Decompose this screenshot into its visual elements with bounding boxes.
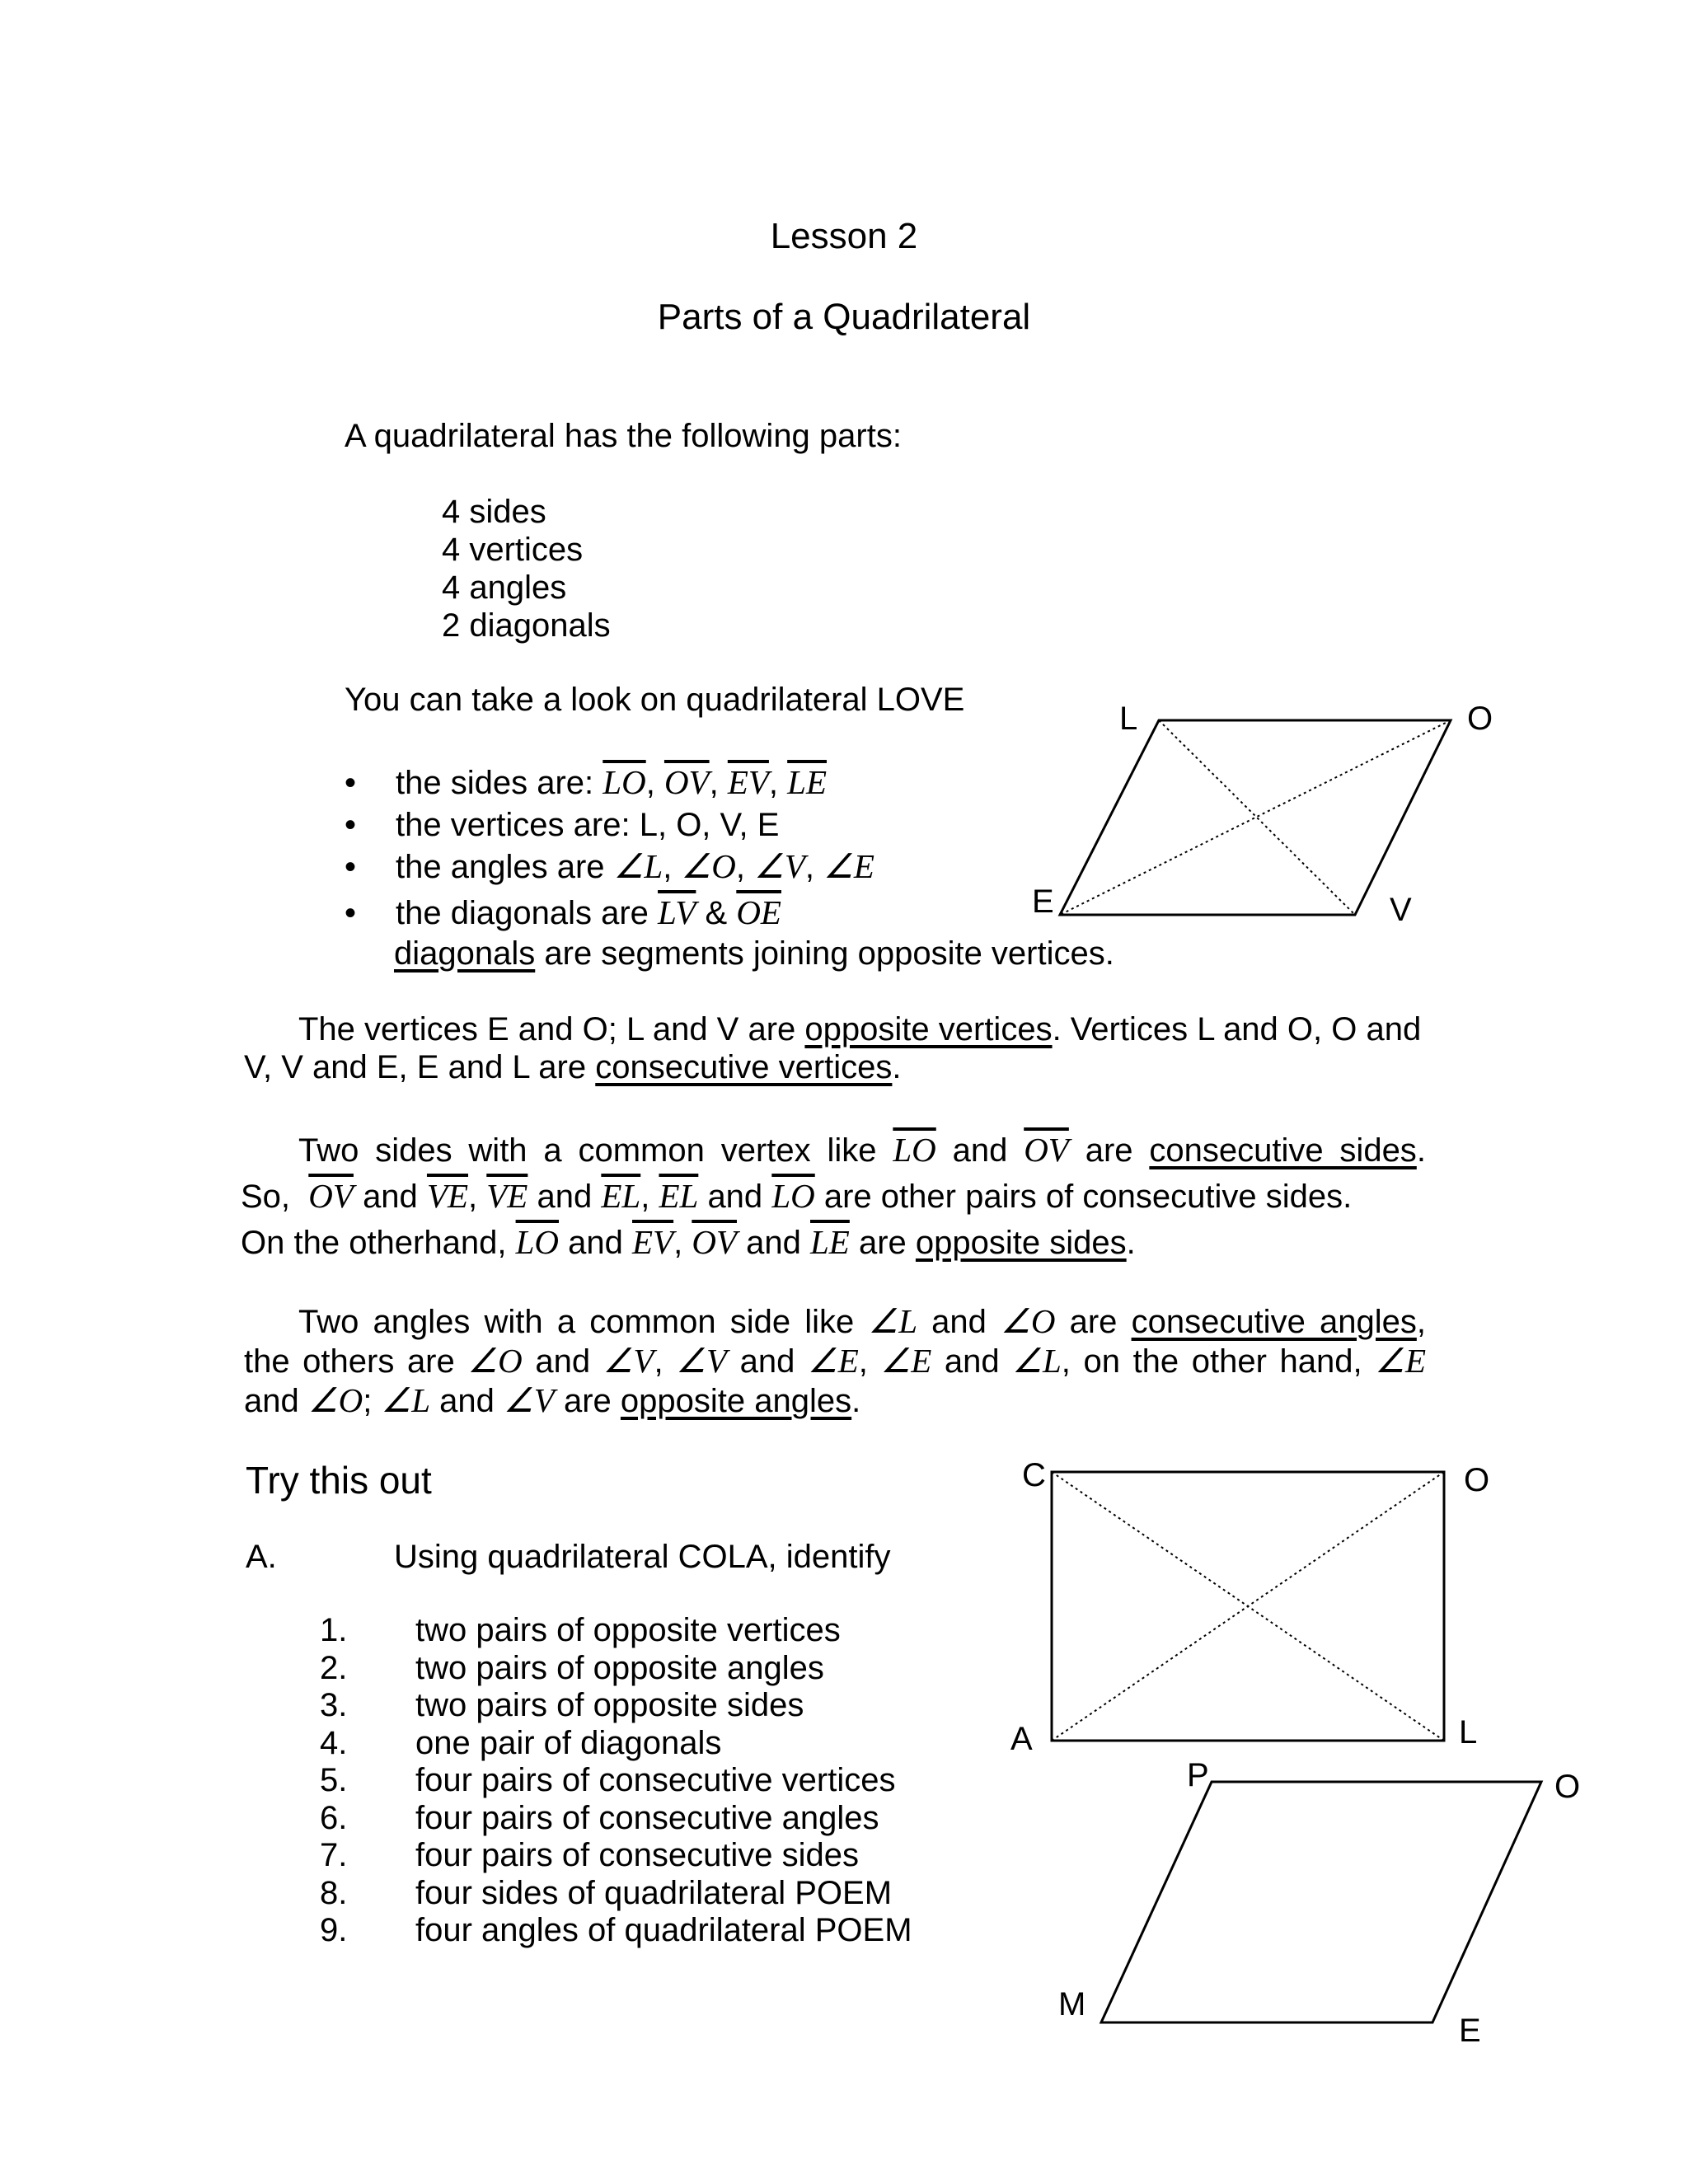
vertex-label-o: O [1467, 701, 1493, 737]
angles-label: the angles are [396, 849, 605, 885]
love-intro: You can take a look on quadrilateral LOVE [345, 682, 965, 718]
text: and [746, 1225, 801, 1261]
text: and [931, 1304, 987, 1340]
item-number: 5. [320, 1762, 348, 1798]
text: are [563, 1383, 612, 1419]
consecutive-sides-term: consecutive sides [1149, 1132, 1417, 1169]
vertex-label-e: E [1459, 2013, 1481, 2049]
sides-para-line2: So, $\overline{OV}$ and $\overline{VE}$, $\overline{VE}$ and $\overline{EL}$, $\overline{EL}$ and $\overline{LO}$ are other pairs of consecutive sides. [241, 1177, 1353, 1215]
vertex-label-c: C [1022, 1457, 1046, 1493]
segment-label: $\overline{EV}$ [727, 763, 769, 801]
angle-label: ∠L [1012, 1342, 1062, 1380]
segment-label: $\overline{LO}$ [515, 1223, 560, 1261]
vertex-label-a: A [1010, 1721, 1033, 1757]
segment-label: $\overline{EV}$ [632, 1223, 674, 1261]
diagonals-definition-text: are segments joining opposite vertices. [544, 935, 1114, 972]
text: On the otherhand, [241, 1225, 507, 1261]
angle-label: ∠V [504, 1381, 555, 1419]
segment-label: $\overline{EL}$ [659, 1177, 699, 1215]
item-text: four pairs of consecutive sides [415, 1837, 860, 1873]
angle-label: ∠V [754, 847, 805, 885]
vertices-value: L, O, V, E [639, 807, 780, 843]
text: and [244, 1383, 299, 1419]
text: are [1069, 1304, 1118, 1340]
segment-label: $\overline{EL}$ [601, 1177, 641, 1215]
diagonals-term: diagonals [394, 935, 536, 972]
item-text: two pairs of opposite vertices [415, 1612, 841, 1648]
text: and [952, 1132, 1008, 1169]
angle-label: ∠L [868, 1302, 918, 1340]
text: . Vertices L and O, O and [1052, 1011, 1422, 1047]
vertex-label-o: O [1554, 1769, 1581, 1805]
angle-label: ∠E [807, 1342, 859, 1380]
angle-label: ∠V [676, 1342, 728, 1380]
vertex-label-m: M [1058, 1986, 1086, 2022]
love-quadrilateral [1060, 720, 1451, 915]
opposite-vertices-term: opposite vertices [804, 1011, 1053, 1047]
bullet-dot: • [345, 807, 357, 843]
segment-label: $\overline{OV}$ [1024, 1131, 1069, 1169]
segment-label: $\overline{VE}$ [486, 1177, 528, 1215]
text: Two angles with a common side like [298, 1304, 855, 1340]
text: and [739, 1343, 795, 1380]
text: and [537, 1179, 593, 1215]
item-number: 9. [320, 1912, 348, 1948]
text: and [568, 1225, 623, 1261]
text: the others are [244, 1343, 455, 1380]
angles-para-line2: the others are ∠O and ∠V, ∠V and ∠E, ∠E and ∠L, on the other hand, ∠E [244, 1342, 1427, 1380]
list-item: 4 angles [442, 569, 567, 606]
bullet-angles: • the angles are ∠L, ∠O, ∠V, ∠E [345, 847, 874, 885]
vertex-label-p: P [1187, 1757, 1209, 1793]
segment-label: $\overline{VE}$ [426, 1177, 469, 1215]
poem-sides [1101, 1782, 1541, 2022]
segment-label: $\overline{OE}$ [736, 893, 781, 931]
sides-para-line3: On the otherhand, $\overline{LO}$ and $\overline{EV}$, $\overline{OV}$ and $\overline{LE}$ are opposite sides. [241, 1223, 1136, 1261]
bullet-dot: • [345, 849, 357, 885]
segment-label: $\overline{LE}$ [810, 1223, 850, 1261]
opposite-angles-term: opposite angles [620, 1383, 852, 1419]
list-item: 4 sides [442, 494, 546, 530]
text: are [858, 1225, 907, 1261]
angles-para-line1: Two angles with a common side like ∠L and ∠O are consecutive angles, [298, 1302, 1426, 1340]
text: are other pairs of consecutive sides. [823, 1179, 1353, 1215]
bullet-dot: • [345, 765, 357, 801]
text: The vertices E and O; L and V are [298, 1011, 796, 1047]
vertex-label-v: V [1390, 892, 1412, 928]
text: , on the other hand, [1061, 1343, 1362, 1380]
angle-label: ∠E [1375, 1342, 1427, 1380]
text: V, V and E, E and L are [244, 1049, 587, 1085]
segment-label: $\overline{OV}$ [663, 763, 710, 801]
sides-label: the sides are: [396, 765, 594, 801]
ampersand: & [705, 895, 728, 931]
angle-label: ∠E [880, 1342, 932, 1380]
item-text: four pairs of consecutive vertices [415, 1762, 896, 1798]
vertex-label-e: E [1032, 883, 1054, 920]
text: and [535, 1343, 591, 1380]
item-text: two pairs of opposite sides [415, 1687, 804, 1723]
segment-label: $\overline{OV}$ [308, 1177, 354, 1215]
angle-label: ∠V [603, 1342, 654, 1380]
page-title: Parts of a Quadrilateral [657, 297, 1031, 337]
angle-label: ∠O [307, 1381, 363, 1419]
angle-label: ∠E [823, 847, 874, 885]
angles-para-line3: and ∠O; ∠L and ∠V are opposite angles. [244, 1381, 861, 1419]
item-number: 7. [320, 1837, 348, 1873]
text: and [439, 1383, 495, 1419]
list-item: 2 diagonals [442, 607, 611, 644]
love-diagonal-lv [1159, 720, 1355, 915]
text: and [707, 1179, 763, 1215]
text: are [1085, 1132, 1133, 1169]
list-item: 4 vertices [442, 532, 584, 568]
segment-label: $\overline{LO}$ [893, 1131, 936, 1169]
item-text: one pair of diagonals [415, 1724, 722, 1761]
text: . [892, 1049, 902, 1085]
text: Two sides with a common vertex like [298, 1132, 877, 1169]
text: and [363, 1179, 418, 1215]
segment-label: $\overline{LO}$ [771, 1177, 815, 1215]
text: So, [241, 1179, 291, 1215]
angle-label: ∠O [1001, 1302, 1056, 1340]
angle-label: ∠L [613, 847, 663, 885]
angle-label: ∠O [681, 847, 736, 885]
exercise-letter: A. [246, 1539, 277, 1575]
item-text: four angles of quadrilateral POEM [415, 1912, 912, 1948]
intro-text: A quadrilateral has the following parts: [345, 418, 902, 454]
item-number: 6. [320, 1799, 348, 1836]
segment-label: $\overline{LV}$ [658, 893, 696, 931]
sides-para-line1: Two sides with a common vertex like $\overline{LO}$ and $\overline{OV}$ are consecutive sides. [298, 1131, 1426, 1169]
cola-quadrilateral [1052, 1472, 1444, 1741]
vertices-label: the vertices are: [396, 807, 631, 843]
bullet-dot: • [345, 895, 357, 931]
diagonals-label: the diagonals are [396, 895, 649, 931]
item-number: 4. [320, 1724, 348, 1761]
item-text: four pairs of consecutive angles [415, 1799, 879, 1836]
angle-label: ∠O [467, 1342, 523, 1380]
item-number: 2. [320, 1649, 348, 1686]
consecutive-vertices-term: consecutive vertices [595, 1049, 893, 1085]
item-text: two pairs of opposite angles [415, 1649, 824, 1686]
consecutive-angles-term: consecutive angles [1131, 1304, 1417, 1340]
vertex-label-l: L [1119, 701, 1138, 737]
poem-quadrilateral [1101, 1782, 1541, 2022]
love-diagonal-oe [1060, 720, 1451, 915]
segment-label: $\overline{LE}$ [787, 763, 828, 801]
opposite-sides-term: opposite sides [915, 1225, 1127, 1261]
segment-label: $\overline{LO}$ [603, 763, 646, 801]
text: and [944, 1343, 1000, 1380]
section-heading: Try this out [246, 1459, 432, 1502]
angle-label: ∠L [381, 1381, 431, 1419]
item-number: 3. [320, 1687, 348, 1723]
item-number: 1. [320, 1612, 348, 1648]
vertex-label-l: L [1459, 1714, 1478, 1750]
vertex-label-o: O [1464, 1462, 1490, 1498]
lesson-number: Lesson 2 [770, 216, 918, 256]
bullet-sides: • the sides are: $\overline{LO}$, $\overline{OV}$, $\overline{EV}$, $\overline{LE}$ [345, 763, 828, 801]
item-number: 8. [320, 1874, 348, 1911]
exercise-prompt: Using quadrilateral COLA, identify [394, 1539, 891, 1575]
segment-label: $\overline{OV}$ [692, 1223, 737, 1261]
item-text: four sides of quadrilateral POEM [415, 1874, 893, 1911]
